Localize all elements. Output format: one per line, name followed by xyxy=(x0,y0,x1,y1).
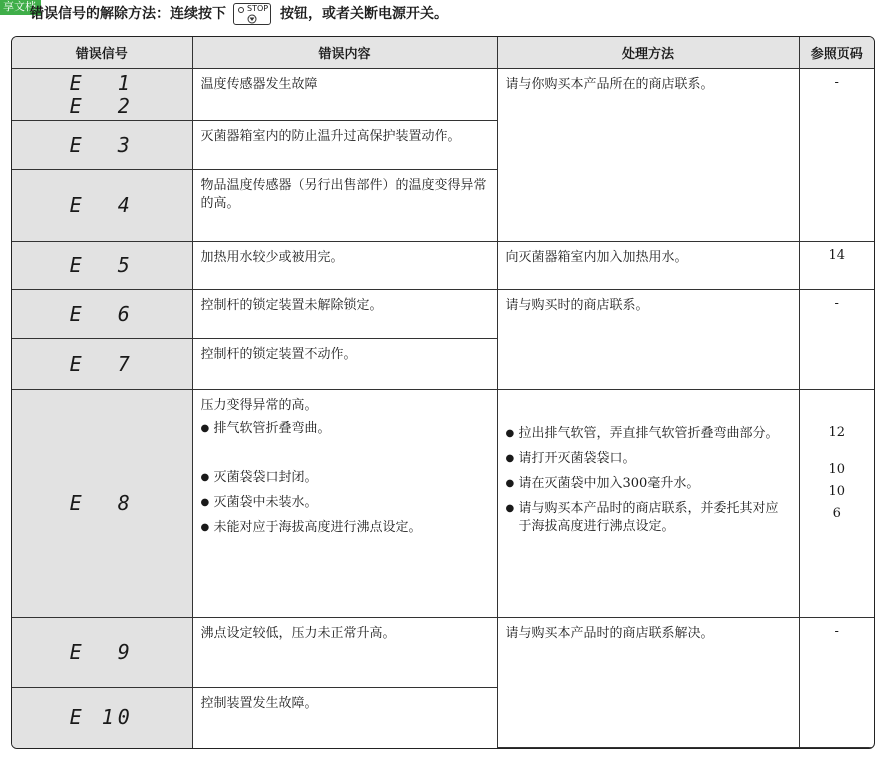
error-content-intro: 压力变得异常的高。 xyxy=(200,398,318,413)
handling-method-cell: 请与购买本产品时的商店联系解决。 xyxy=(497,618,799,748)
stop-button-icon xyxy=(233,3,271,25)
error-content-cell: 沸点设定较低，压力未正常升高。 xyxy=(192,618,497,688)
table-header-row xyxy=(12,37,874,69)
list-item: ● 拉出排气软管，弄直排气软管折叠弯曲部分。 xyxy=(506,425,791,443)
error-code-cell xyxy=(12,290,192,339)
handling-method-cell: 请与你购买本产品所在的商店联系。 xyxy=(497,69,799,242)
list-item: ● 灭菌袋袋口封闭。 xyxy=(201,469,489,487)
handling-method-cell xyxy=(497,390,799,618)
error-content-cell: 控制杆的锁定装置未解除锁定。 xyxy=(192,290,497,339)
error-cause-list xyxy=(201,420,489,537)
stop-button-label: STOP xyxy=(247,4,269,13)
reset-instruction-heading xyxy=(30,3,448,25)
error-content-cell: 灭菌器箱室内的防止温升过高保护装置动作。 xyxy=(192,121,497,170)
reference-page-cell: - xyxy=(799,290,874,390)
error-code: E 3 xyxy=(69,132,134,157)
error-code: E 7 xyxy=(69,351,134,376)
error-code-cell xyxy=(12,121,192,170)
list-item: ● 未能对应于海拔高度进行沸点设定。 xyxy=(201,519,489,537)
error-code: E 6 xyxy=(69,301,134,326)
error-code-cell xyxy=(12,618,192,688)
error-code-cell xyxy=(12,69,192,121)
table-row xyxy=(12,390,874,618)
error-code-cell xyxy=(12,390,192,618)
page-number: 6 xyxy=(832,506,841,521)
header-reference-page: 参照页码 xyxy=(799,37,874,69)
table-row xyxy=(12,618,874,688)
error-code: E 5 xyxy=(69,253,134,277)
page-number: 12 xyxy=(828,425,846,440)
error-code-cell xyxy=(12,339,192,390)
error-code-cell xyxy=(12,170,192,242)
page-number: 10 xyxy=(828,484,846,499)
error-code: E 1 E 2 xyxy=(69,70,134,118)
error-code: E 4 xyxy=(69,193,134,217)
watermark-badge: 享文档 xyxy=(0,0,41,15)
error-code: E 9 xyxy=(69,640,134,664)
error-content-cell: 控制杆的锁定装置不动作。 xyxy=(192,339,497,390)
list-item: ● 请在灭菌袋中加入300毫升水。 xyxy=(506,475,791,493)
reference-page-cell: - xyxy=(799,618,874,748)
error-content-cell: 温度传感器发生故障 xyxy=(192,69,497,121)
error-content-cell: 加热用水较少或被用完。 xyxy=(192,242,497,290)
list-item: ● 请与购买本产品时的商店联系，并委托其对应于海拔高度进行沸点设定。 xyxy=(506,500,791,536)
page-header xyxy=(0,0,883,30)
table-row xyxy=(12,242,874,290)
header-handling-method: 处理方法 xyxy=(497,37,799,69)
reference-page-cell: - xyxy=(799,69,874,242)
heading-text-before: 错误信号的解除方法：连续按下 xyxy=(30,6,226,22)
table-row xyxy=(12,290,874,339)
handling-method-cell: 请与购买时的商店联系。 xyxy=(497,290,799,390)
header-error-content: 错误内容 xyxy=(192,37,497,69)
stop-symbol-icon xyxy=(247,14,257,24)
error-code-cell xyxy=(12,688,192,748)
reference-page-cell xyxy=(799,390,874,618)
error-content-cell: 物品温度传感器（另行出售部件）的温度变得异常的高。 xyxy=(192,170,497,242)
table-row xyxy=(12,69,874,121)
page-number: 10 xyxy=(828,462,846,477)
error-code-cell xyxy=(12,242,192,290)
list-item: ● 灭菌袋中未装水。 xyxy=(201,494,489,512)
heading-text-after: 按钮，或者关断电源开关。 xyxy=(280,6,448,22)
handling-method-cell: 向灭菌器箱室内加入加热用水。 xyxy=(497,242,799,290)
error-code: E 8 xyxy=(69,491,134,515)
handling-step-list xyxy=(506,425,791,536)
reference-page-cell: 14 xyxy=(799,242,874,290)
error-content-cell xyxy=(192,390,497,618)
list-item: ● 排气软管折叠弯曲。 xyxy=(201,420,489,438)
error-content-cell: 控制装置发生故障。 xyxy=(192,688,497,748)
list-item: ● 请打开灭菌袋袋口。 xyxy=(506,450,791,468)
error-code: E 10 xyxy=(69,705,134,730)
header-error-signal: 错误信号 xyxy=(12,37,192,69)
error-signal-table xyxy=(11,36,875,749)
